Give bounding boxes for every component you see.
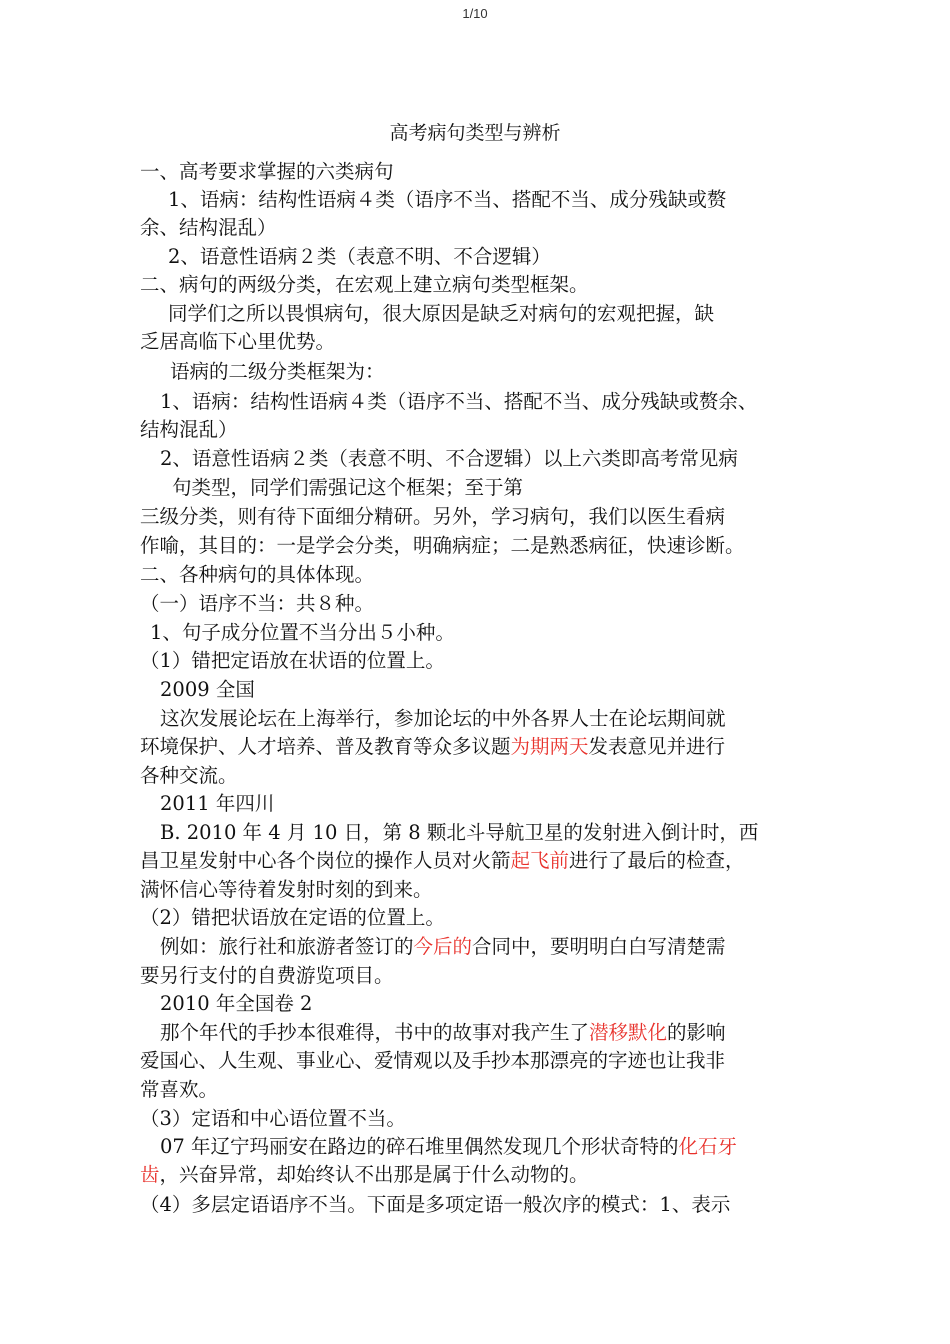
subheading-line: 1、句子成分位置不当分出５小种。 [150,621,455,644]
example-line: 满怀信心等待着发射时刻的到来。 [140,878,433,901]
text-line: 同学们之所以畏惧病句，很大原因是缺乏对病句的宏观把握，缺 [168,302,715,325]
heading-line: 二、病句的两级分类，在宏观上建立病句类型框架。 [140,273,589,296]
example-line: 爱国心、人生观、事业心、爱情观以及手抄本那漂亮的字迹也让我非 [140,1049,726,1072]
example-line: B. 2010 年 4 月 10 日，第 8 颗北斗导航卫星的发射进入倒计时，西 [160,821,759,844]
text-line: 三级分类，则有待下面细分精研。另外，学习病句，我们以医生看病 [140,505,726,528]
example-text: 例如：旅行社和旅游者签订的 [160,935,414,958]
document-title: 高考病句类型与辨析 [389,122,561,144]
example-text: 那个年代的手抄本很难得，书中的故事对我产生了 [160,1021,590,1044]
example-line [140,733,725,761]
highlighted-error: 潜移默化 [589,1021,668,1044]
example-line [140,847,745,875]
text-line: 作喻，其目的：一是学会分类，明确病症；二是熟悉病征，快速诊断。 [140,534,745,557]
example-line [140,1161,589,1189]
example-text: 环境保护、人才培养、普及教育等众多议题 [140,735,511,758]
text-line: 2、语意性语病２类（表意不明、不合逻辑） [168,245,551,268]
text-line: 余、结构混乱） [140,216,277,239]
text-line: 乏居高临下心里优势。 [140,330,336,353]
text-line: 句类型，同学们需强记这个框架；至于第 [172,476,524,499]
example-text: 07 年辽宁玛丽安在路边的碎石堆里偶然发现几个形状奇特的 [160,1135,679,1158]
example-text: 进行了最后的检查， [569,849,745,872]
highlighted-error: 化石牙 [678,1135,738,1158]
example-text: 的影响 [667,1021,726,1044]
text-line: 结构混乱） [140,418,238,441]
example-source: 2010 年全国卷 2 [160,992,313,1015]
example-line [160,933,726,961]
subheading-line: （1）错把定语放在状语的位置上。 [140,649,445,672]
example-line [160,705,726,733]
example-text: 合同中，要明明白白写清楚需 [472,935,726,958]
subheading-line: （4）多层定语语序不当。下面是多项定语一般次序的模式：1、表示 [140,1193,731,1216]
example-line: 要另行支付的自费游览项目。 [140,964,394,987]
example-line: 常喜欢。 [140,1078,219,1101]
example-text: 这次发展论坛在上海举行，参加论坛的中外各界人士在论坛期间就 [160,707,726,730]
heading-line: 二、各种病句的具体体现。 [140,563,375,586]
text-line: 2、语意性语病２类（表意不明、不合逻辑）以上六类即高考常见病 [160,447,738,470]
subheading-line: （一）语序不当：共８种。 [140,592,375,615]
highlighted-error: 为期两天 [510,735,589,758]
highlighted-error: 起飞前 [510,849,570,872]
example-text: 发表意见并进行 [588,735,726,758]
example-line [160,1133,737,1161]
text-line: 1、语病：结构性语病４类（语序不当、搭配不当、成分残缺或赘 [168,188,727,211]
text-line: 1、语病：结构性语病４类（语序不当、搭配不当、成分残缺或赘余、 [160,390,758,413]
example-text: 昌卫星发射中心各个岗位的操作人员对火箭 [140,849,511,872]
highlighted-error: 齿 [140,1163,160,1186]
example-source: 2011 年四川 [160,792,275,815]
subheading-line: （2）错把状语放在定语的位置上。 [140,906,445,929]
highlighted-error: 今后的 [413,935,473,958]
heading-line: 一、高考要求掌握的六类病句 [140,160,394,183]
example-line: 各种交流。 [140,764,238,787]
example-line [160,1019,726,1047]
text-line: 语病的二级分类框架为： [170,360,385,383]
example-text: ，兴奋异常，却始终认不出那是属于什么动物的。 [159,1163,589,1186]
subheading-line: （3）定语和中心语位置不当。 [140,1107,406,1130]
page-number: 1/10 [462,6,488,21]
example-source: 2009 全国 [160,678,255,701]
